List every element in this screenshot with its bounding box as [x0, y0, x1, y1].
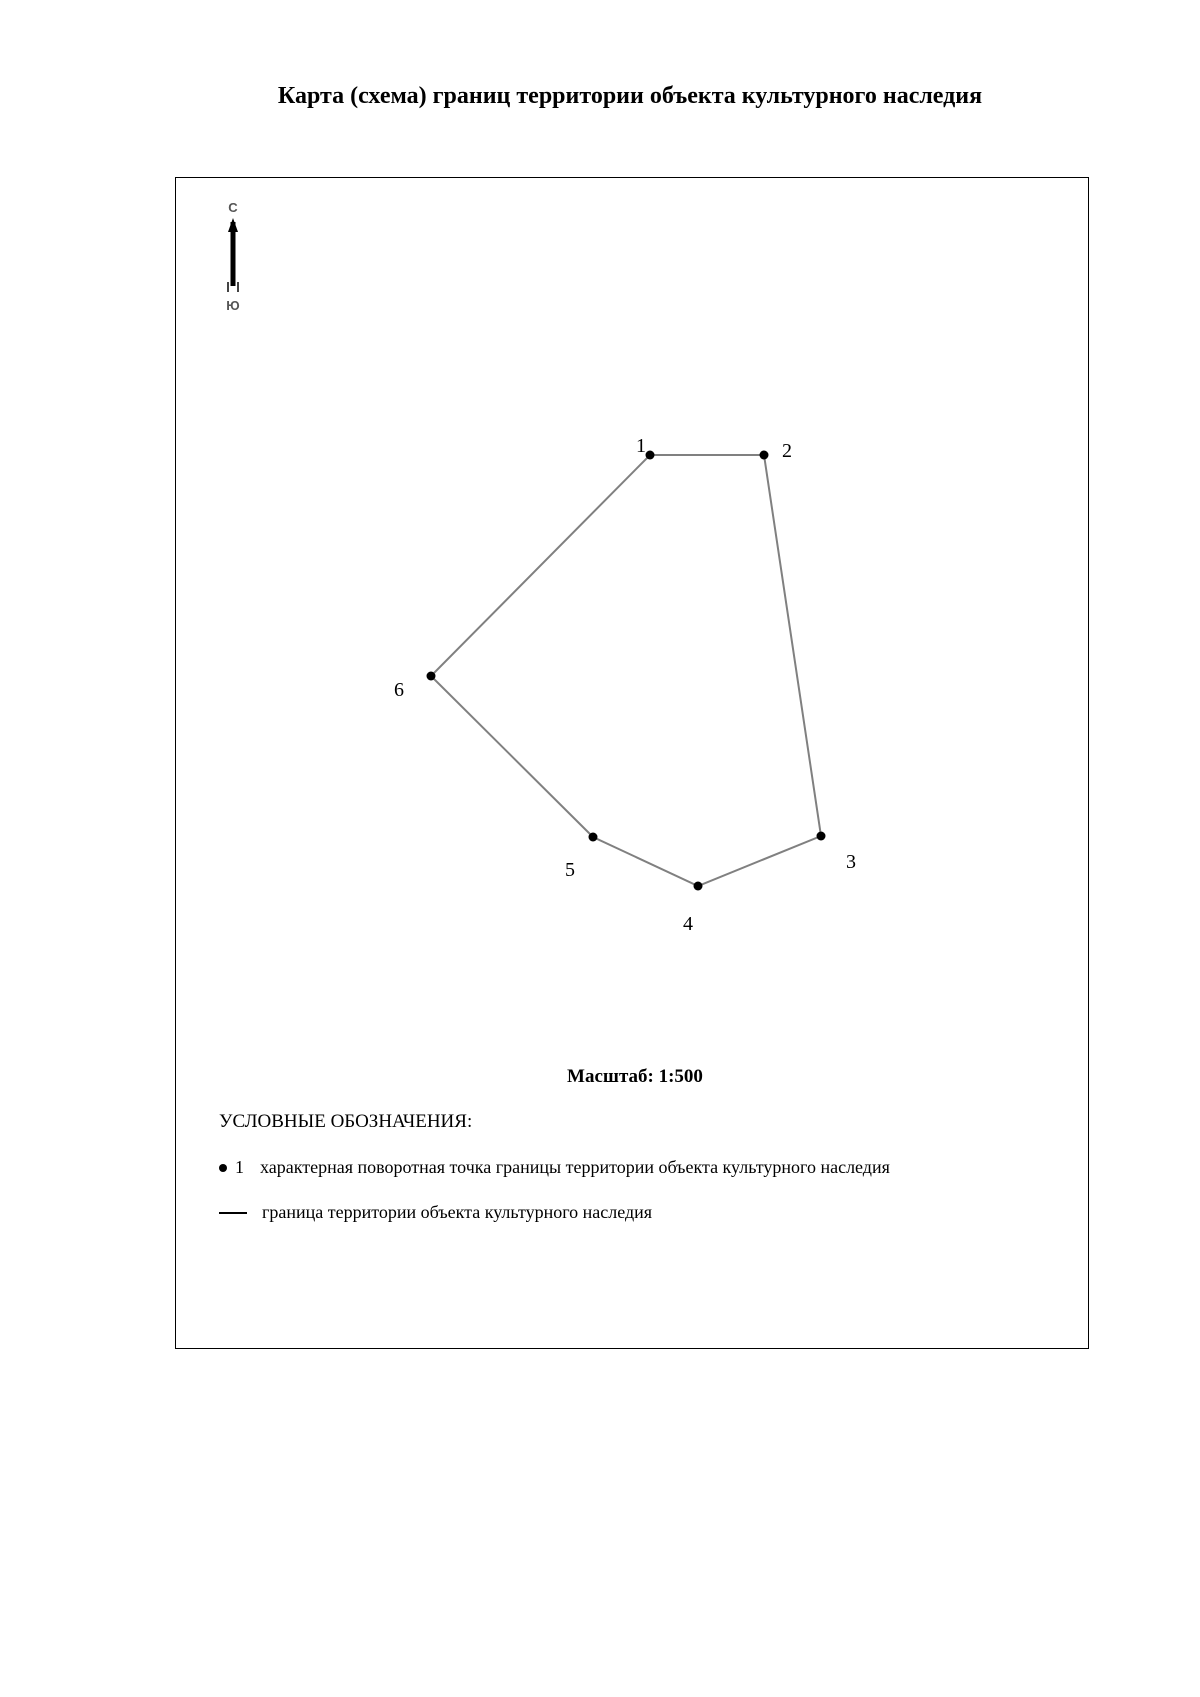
boundary-point-6	[427, 672, 436, 681]
page-title: Карта (схема) границ территории объекта культурного наследия	[277, 83, 983, 109]
boundary-point-4	[694, 882, 703, 891]
legend-item-line	[219, 1202, 652, 1223]
scale-label: Масштаб: 1:500	[567, 1066, 703, 1087]
legend-item-point	[219, 1157, 890, 1178]
legend-point-text: характерная поворотная точка границы территории объекта культурного наследия	[260, 1157, 890, 1177]
boundary-point-5	[589, 833, 598, 842]
point-label-6: 6	[394, 679, 404, 701]
south-label: Ю	[226, 298, 240, 313]
legend-line-text: граница территории объекта культурного наследия	[262, 1202, 653, 1222]
north-label: С	[228, 200, 238, 215]
legend-title: УСЛОВНЫЕ ОБОЗНАЧЕНИЯ:	[219, 1111, 473, 1132]
boundary-point-1	[646, 451, 655, 460]
boundary-point-2	[760, 451, 769, 460]
point-label-1: 1	[636, 435, 646, 457]
legend-point-number: 1	[235, 1157, 244, 1177]
boundary-point-3	[817, 832, 826, 841]
point-label-3: 3	[846, 851, 856, 873]
point-label-5: 5	[565, 859, 575, 881]
point-label-4: 4	[683, 913, 693, 935]
line-sample-icon	[219, 1212, 247, 1214]
boundary-line	[431, 455, 821, 886]
point-label-2: 2	[782, 440, 792, 462]
point-marker-icon	[219, 1164, 227, 1172]
